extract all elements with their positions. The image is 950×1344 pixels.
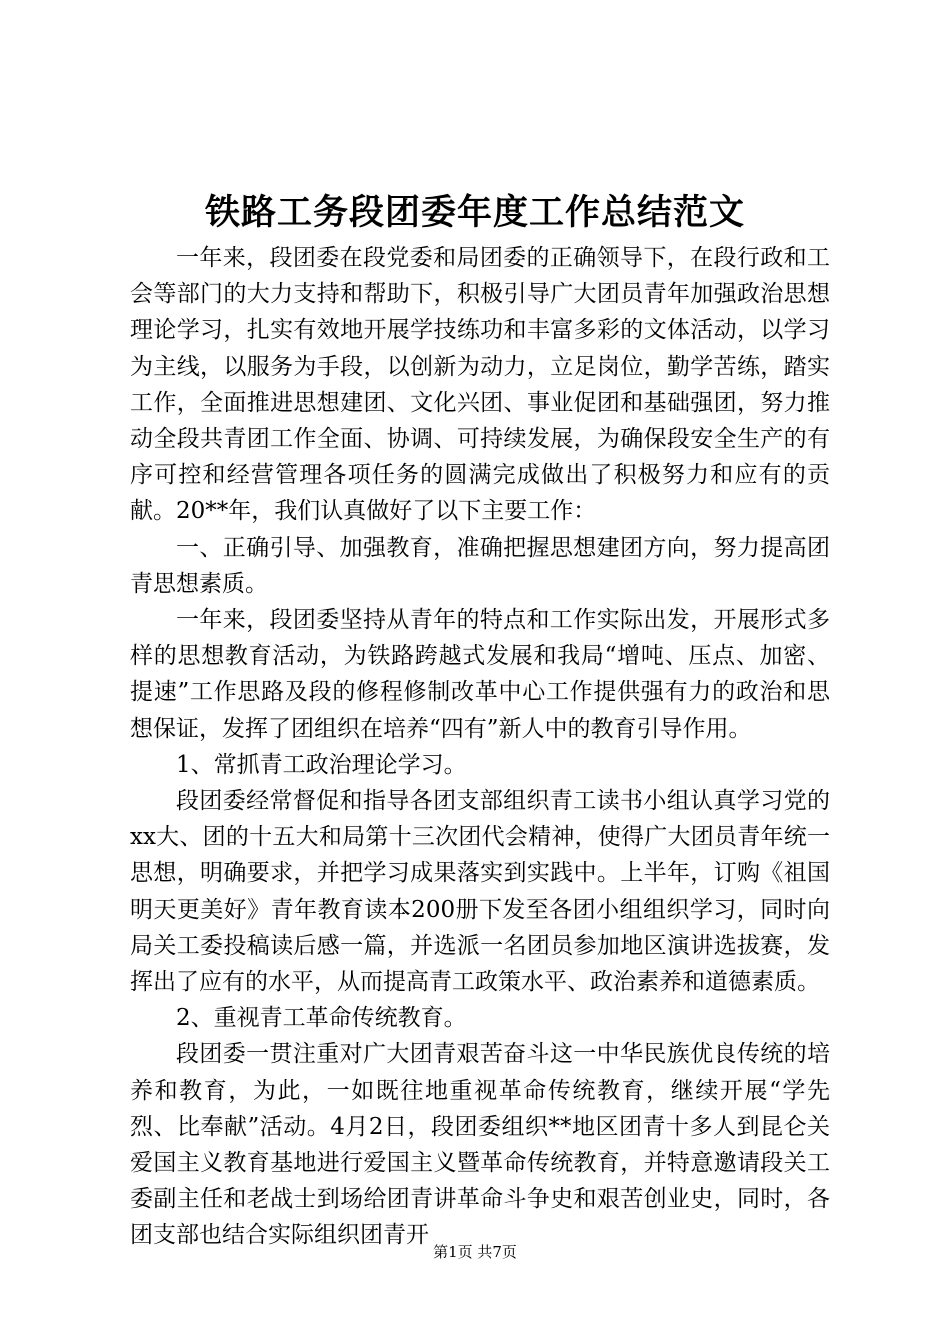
paragraph: 1、常抓青工政治理论学习。 [176, 751, 467, 778]
paragraph: 一年来，段团委坚持从青年的特点和工作实际出发，开展形式多样的思想教育活动，为铁路跨越式发展和我局“增吨、压点、加密、提速”工作思路及段的修程修制改革中心工作提供强有力的政治和思想保证，发挥了团组织在培养“四有”新人中的教育引导作用。 [130, 607, 830, 742]
paragraph: 一年来，段团委在段党委和局团委的正确领导下，在段行政和工会等部门的大力支持和帮助下，积极引导广大团员青年加强政治思想理论学习，扎实有效地开展学技练功和丰富多彩的文体活动，以学习为主线，以服务为手段，以创新为动力，立足岗位，勤学苦练，踏实工作，全面推进思想建团、文化兴团、事业促团和基础强团，努力推动全段共青团工作全面、协调、可持续发展，为确保段安全生产的有序可控和经营管理各项任务的圆满完成做出了积极努力和应有的贡献。20**年，我们认真做好了以下主要工作： [130, 245, 830, 525]
paragraph: 段团委一贯注重对广大团青艰苦奋斗这一中华民族优良传统的培养和教育，为此，一如既往地重视革命传统教育，继续开展“学先烈、比奉献”活动。4月2日，段团委组织**地区团青十多人到昆仑关爱国主义教育基地进行爱国主义暨革命传统教育，并特意邀请段关工委副主任和老战士到场给团青讲革命斗争史和艰苦创业史，同时，各团支部也结合实际组织团青开 [130, 1041, 830, 1249]
paragraph: 2、重视青工革命传统教育。 [176, 1005, 467, 1032]
document-title: 铁路工务段团委年度工作总结范文 [204, 192, 745, 233]
paragraph: 段团委经常督促和指导各团支部组织青工读书小组认真学习党的xx大、团的十五大和局第十三次团代会精神，使得广大团员青年统一思想，明确要求，并把学习成果落实到实践中。上半年，订购《祖国明天更美好》青年教育读本200册下发至各团小组组织学习，同时向局关工委投稿读后感一篇，并选派一名团员参加地区演讲选拔赛，发挥出了应有的水平，从而提高青工政策水平、政治素养和道德素质。 [130, 788, 830, 996]
page-footer: 第1页 共7页 [433, 1243, 517, 1261]
paragraph: 一、正确引导、加强教育，准确把握思想建团方向，努力提高团青思想素质。 [130, 534, 830, 597]
document-body [130, 240, 830, 1254]
